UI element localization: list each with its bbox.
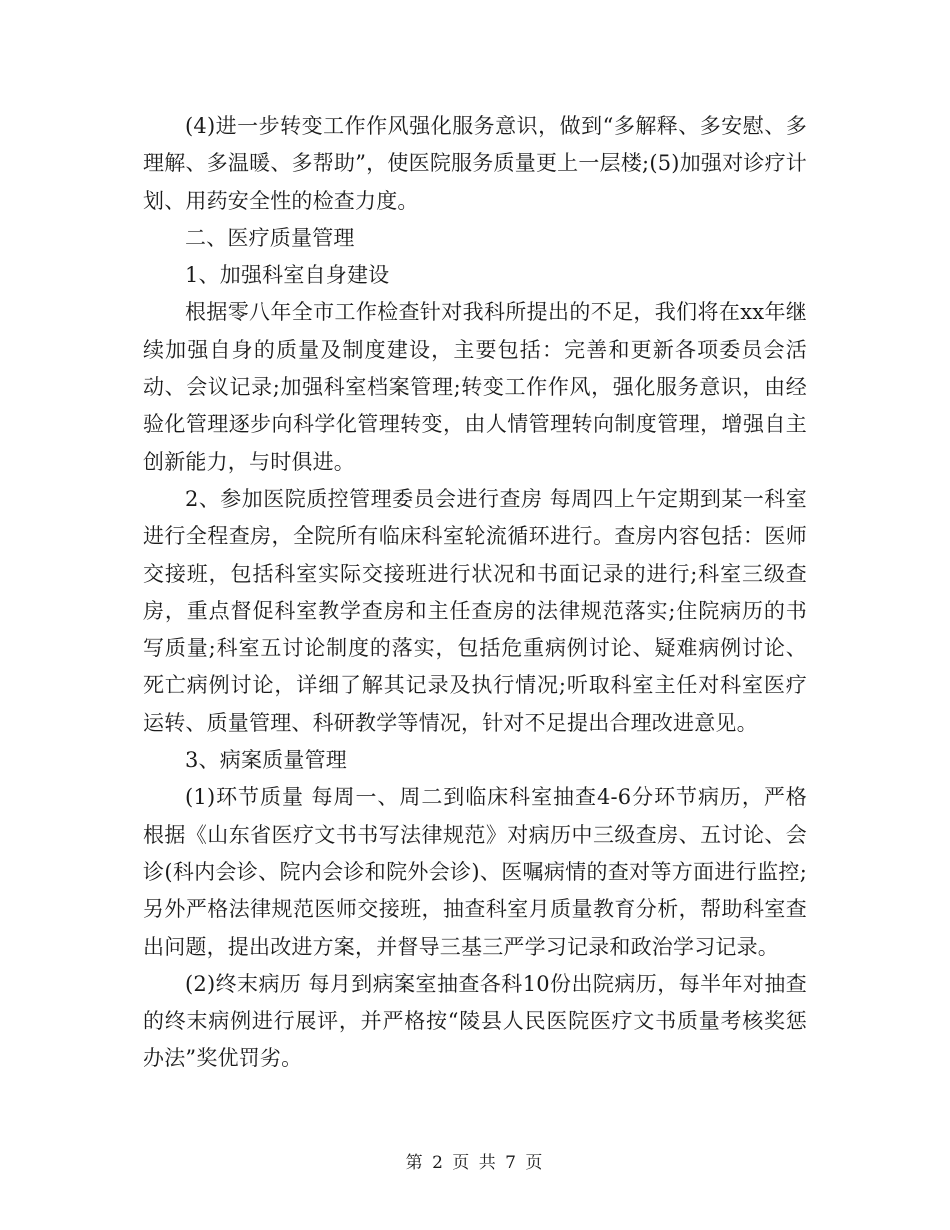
paragraph-department-building: 根据零八年全市工作检查针对我科所提出的不足，我们将在xx年继续加强自身的质量及制度建设，主要包括：完善和更新各项委员会活动、会议记录;加强科室档案管理;转变工作作风，强化服务意识，由经验化管理逐步向科学化管理转变，由人情管理转向制度管理，增强自主创新能力，与时俱进。 [143, 300, 807, 474]
subheading-medical-record-quality: 3、病案质量管理 [185, 748, 347, 773]
subheading-department-building: 1、加强科室自身建设 [185, 263, 390, 288]
page-number-footer: 第 2 页 共 7 页 [405, 1153, 545, 1173]
document-body [143, 108, 807, 1078]
section-heading-quality-management: 二、医疗质量管理 [185, 225, 355, 250]
paragraph-service-awareness: (4)进一步转变工作作风强化服务意识，做到“多解释、多安慰、多理解、多温暖、多帮助”，使医院服务质量更上一层楼;(5)加强对诊疗计划、用药安全性的检查力度。 [143, 114, 807, 213]
paragraph-final-records: (2)终末病历 每月到病案室抽查各科10份出院病历，每半年对抽查的终末病例进行展评，并严格按“陵县人民医院医疗文书质量考核奖惩办法”奖优罚劣。 [143, 971, 807, 1071]
paragraph-ward-rounds: 2、参加医院质控管理委员会进行查房 每周四上午定期到某一科室进行全程查房，全院所有临床科室轮流循环进行。查房内容包括：医师交接班，包括科室实际交接班进行状况和书面记录的进行;科室三级查房，重点督促科室教学查房和主任查房的法律规范落实;住院病历的书写质量;科室五讨论制度的落实，包括危重病例讨论、疑难病例讨论、死亡病例讨论，详细了解其记录及执行情况;听取科室主任对科室医疗运转、质量管理、科研教学等情况，针对不足提出合理改进意见。 [143, 486, 807, 735]
paragraph-process-quality: (1)环节质量 每周一、周二到临床科室抽查4-6分环节病历，严格根据《山东省医疗文书书写法律规范》对病历中三级查房、五讨论、会诊(科内会诊、院内会诊和院外会诊)、医嘱病情的查对等方面进行监控;另外严格法律规范医师交接班，抽查科室月质量教育分析，帮助科室查出问题，提出改进方案，并督导三基三严学习记录和政治学习记录。 [143, 785, 807, 959]
